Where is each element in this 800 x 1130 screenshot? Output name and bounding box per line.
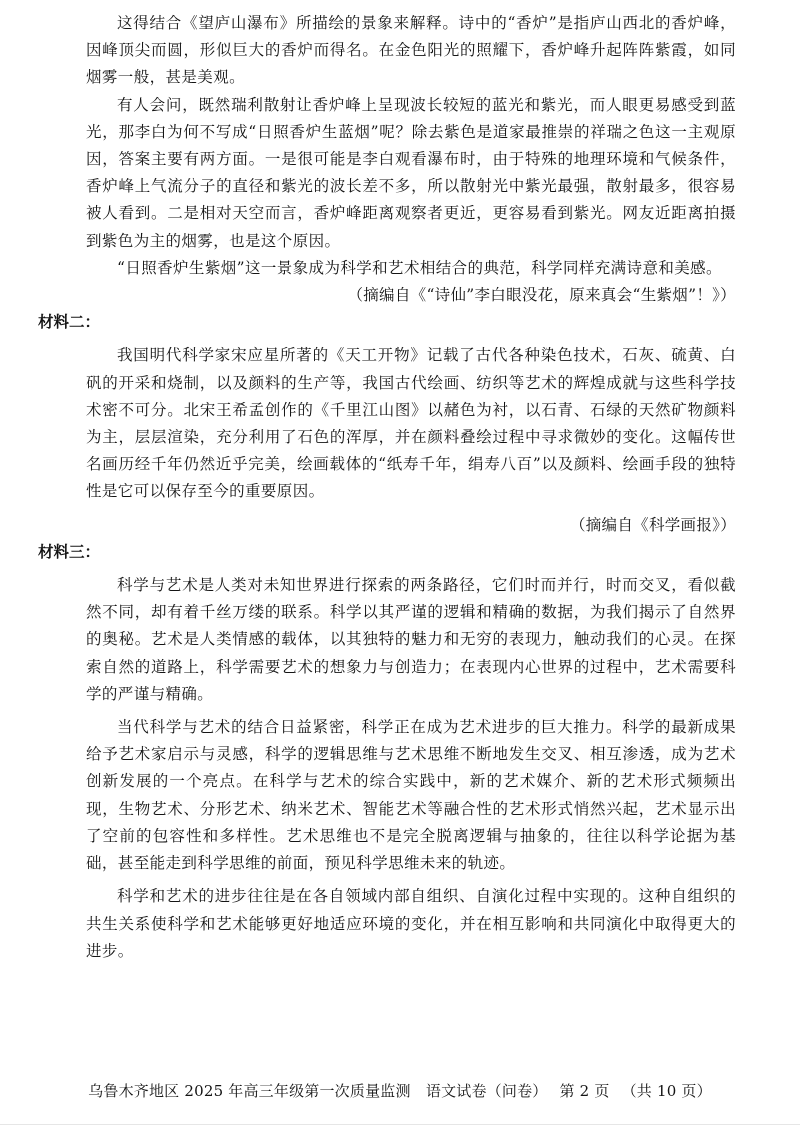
material2-paragraph-1: 我国明代科学家宋应星所著的《天工开物》记载了古代各种染色技术，石灰、硫黄、白矾的开采和烧制，以及颜料的生产等，我国古代绘画、纺织等艺术的辉煌成就与这些科学技术密不可分。北宋王希孟创作的《千里江山图》以赭色为衬，以石青、石绿的天然矿物颜料为主，层层渲染，充分利用了石色的浑厚，并在颜料叠绘过程中寻求微妙的变化。这幅传世名画历经千年仍然近乎完美，绘画载体的“纸寿千年，绢寿八百”以及颜料、绘画手段的独特性是它可以保存至今的重要原因。 bbox=[86, 346, 736, 501]
bottom-divider bbox=[0, 1124, 800, 1125]
material1-paragraph-2: 有人会问，既然瑞利散射让香炉峰上呈现波长较短的蓝光和紫光，而人眼更易感受到蓝光，那李白为何不写成“日照香炉生蓝烟”呢？除去紫色是道家最推崇的祥瑞之色这一主观原因，答案主要有两方面。一是很可能是李白观看瀑布时，由于特殊的地理环境和气候条件，香炉峰上气流分子的直径和紫光的波长差不多，所以散射光中紫光最强，散射最多，很容易被人看到。二是相对天空而言，香炉峰距离观察者更近，更容易看到紫光。网友近距离拍摄到紫色为主的烟雾，也是这个原因。 bbox=[86, 95, 736, 250]
footer-page-total: （共 10 页） bbox=[621, 1082, 712, 1100]
material1-paragraph-3: “日照香炉生紫烟”这一景象成为科学和艺术相结合的典范，科学同样充满诗意和美感。 bbox=[117, 258, 722, 277]
material3-paragraph-2: 当代科学与艺术的结合日益紧密，科学正在成为艺术进步的巨大推力。科学的最新成果给予艺术家启示与灵感，科学的逻辑思维与艺术思维不断地发生交叉、相互渗透，成为艺术创新发展的一个亮点。在科学与艺术的综合实践中，新的艺术媒介、新的艺术形式频频出现，生物艺术、分形艺术、纳米艺术、智能艺术等融合性的艺术形式悄然兴起，艺术显示出了空前的包容性和多样性。艺术思维也不是完全脱离逻辑与抽象的，往往以科学论据为基础，甚至能走到科学思维的前面，预见科学思维未来的轨迹。 bbox=[86, 718, 736, 873]
page-content bbox=[38, 10, 736, 965]
page-footer bbox=[0, 1080, 800, 1101]
material3-paragraph-1: 科学与艺术是人类对未知世界进行探索的两条路径，它们时而并行，时而交叉，看似截然不同，却有着千丝万缕的联系。科学以其严谨的逻辑和精确的数据，为我们揭示了自然界的奥秘。艺术是人类情感的载体，以其独特的魅力和无穷的表现力，触动我们的心灵。在探索自然的道路上，科学需要艺术的想象力与创造力；在表现内心世界的过程中，艺术需要科学的严谨与精确。 bbox=[86, 576, 736, 703]
material3-label: 材料三： bbox=[38, 542, 101, 561]
material1-source: （摘编自《“诗仙”李白眼没花，原来真会“生紫烟”！》） bbox=[347, 286, 736, 305]
footer-page-number: 第 2 页 bbox=[559, 1082, 610, 1100]
footer-exam-title: 乌鲁木齐地区 2025 年高三年级第一次质量监测 语文试卷（问卷） bbox=[88, 1082, 548, 1100]
material3-paragraph-3: 科学和艺术的进步往往是在各自领域内部自组织、自演化过程中实现的。这种自组织的共生关系使科学和艺术能够更好地适应环境的变化，并在相互影响和共同演化中取得更大的进步。 bbox=[86, 887, 736, 960]
material1-paragraph-1: 这得结合《望庐山瀑布》所描绘的景象来解释。诗中的“香炉”是指庐山西北的香炉峰，因峰顶尖而圆，形似巨大的香炉而得名。在金色阳光的照耀下，香炉峰升起阵阵紫霞，如同烟雾一般，甚是美观。 bbox=[86, 14, 736, 87]
material2-source: （摘编自《科学画报》） bbox=[569, 515, 736, 534]
material2-label: 材料二： bbox=[38, 313, 101, 332]
